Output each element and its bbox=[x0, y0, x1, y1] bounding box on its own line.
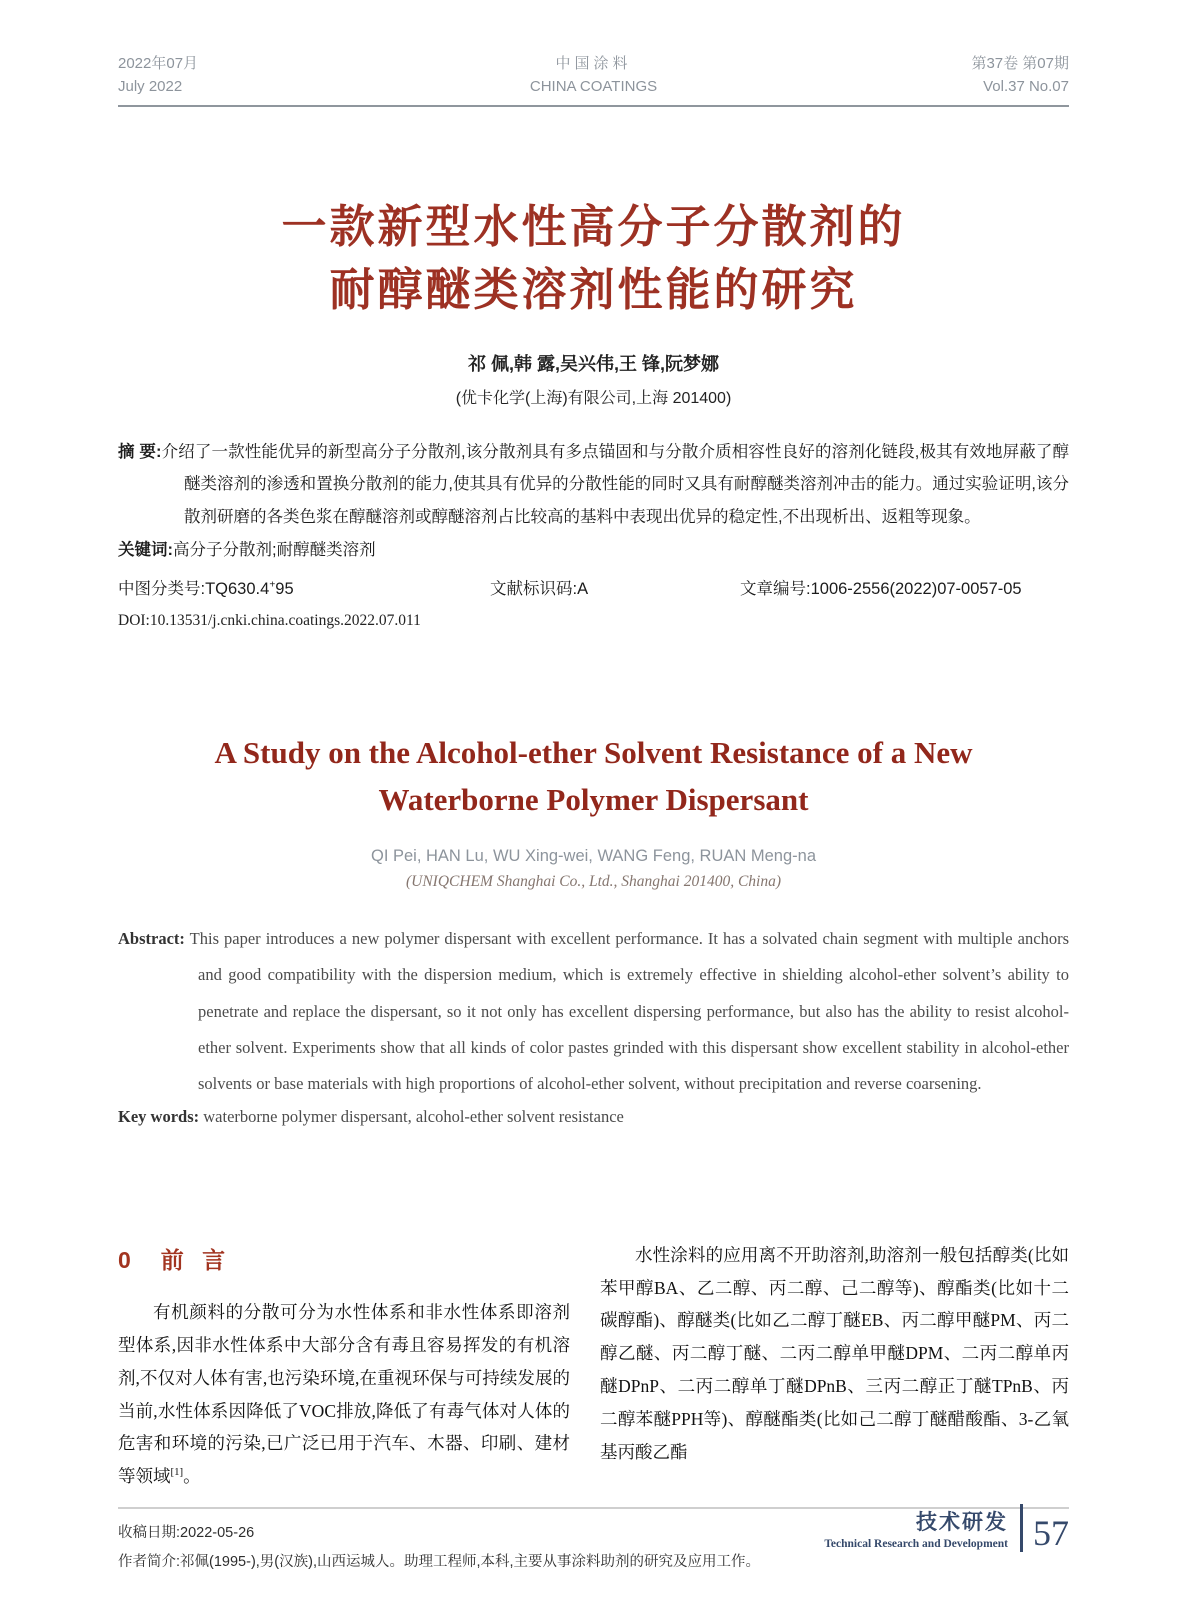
issue-date bbox=[118, 52, 298, 99]
volume-issue-en: Vol.37 No.07 bbox=[983, 78, 1069, 96]
article-title-cn-line2: 耐醇醚类溶剂性能的研究 bbox=[329, 264, 858, 316]
body-column-left bbox=[118, 1239, 570, 1494]
article-title-cn bbox=[118, 195, 1069, 323]
keywords-cn-label: 关键词: bbox=[118, 540, 173, 559]
body-columns bbox=[118, 1239, 1069, 1494]
affiliation-cn: (优卡化学(上海)有限公司,上海 201400) bbox=[455, 390, 732, 408]
received-date: 收稿日期:2022-05-26 bbox=[118, 1525, 255, 1542]
body-paragraph-left-end: 。 bbox=[183, 1466, 201, 1487]
abstract-en-label: Abstract: bbox=[118, 929, 185, 949]
article-title-en bbox=[118, 730, 1069, 823]
abstract-cn bbox=[118, 436, 1069, 533]
article-id-value: 1006-2556(2022)07-0057-05 bbox=[810, 580, 1022, 599]
article-id-label: 文章编号: bbox=[740, 580, 811, 599]
doi: DOI:10.13531/j.cnki.china.coatings.2022.07.011 bbox=[118, 612, 421, 630]
abstract-cn-text: 介绍了一款性能优异的新型高分子分散剂,该分散剂具有多点锚固和与分散介质相容性良好的溶剂化链段,极其有效地屏蔽了醇醚类溶剂的渗透和置换分散剂的能力,使其具有优异的分散性能的同时又具有耐醇醚类溶剂冲击的能力。通过实验证明,该分散剂研磨的各类色浆在醇醚溶剂或醇醚溶剂占比较高的基料中表现出优异的稳定性,不出现析出、返粗等现象。 bbox=[161, 443, 1069, 526]
journal-name-cn: 中国涂料 bbox=[555, 55, 632, 72]
keywords-en bbox=[118, 1107, 1069, 1127]
issue-date-en: July 2022 bbox=[118, 78, 183, 96]
body-paragraph-right: 水性涂料的应用离不开助溶剂,助溶剂一般包括醇类(比如苯甲醇BA、乙二醇、丙二醇、己二醇等)、醇酯类(比如十二碳醇酯)、醇醚类(比如乙二醇丁醚EB、丙二醇甲醚PM、丙二醇乙醚、丙二醇丁醚、二丙二醇单甲醚DPM、二丙二醇单丙醚DPnP、二丙二醇单丁醚DPnB、三丙二醇正丁醚TPnB、丙二醇苯醚PPH等)、醇醚酯类(比如己二醇丁醚醋酸酯、3-乙氧基丙酸乙酯 bbox=[600, 1244, 1069, 1462]
footer-section-en: Technical Research and Development bbox=[824, 1538, 1008, 1550]
section-0-heading bbox=[118, 1239, 570, 1282]
body-column-right bbox=[600, 1239, 1069, 1494]
article-id bbox=[740, 575, 1069, 599]
section-0-title: 前 言 bbox=[160, 1246, 232, 1273]
footer-divider-bar bbox=[1020, 1504, 1023, 1552]
volume-issue-cn: 第37卷 第07期 bbox=[971, 55, 1069, 72]
clc-value-sup: + bbox=[269, 579, 276, 591]
abstract-cn-label: 摘 要: bbox=[118, 443, 162, 462]
clc-number bbox=[118, 575, 490, 599]
body-paragraph-left bbox=[118, 1296, 570, 1493]
footer-section-cn: 技术研发 bbox=[916, 1511, 1008, 1534]
authors-cn: 祁 佩,韩 露,吴兴伟,王 锋,阮梦娜 bbox=[467, 354, 719, 375]
page-number: 57 bbox=[1033, 1513, 1069, 1553]
document-code-value: A bbox=[577, 580, 589, 599]
document-code-label: 文献标识码: bbox=[490, 580, 578, 599]
body-paragraph-left-text: 有机颜料的分散可分为水性体系和非水性体系即溶剂型体系,因非水性体系中大部分含有毒且容易挥发的有机溶剂,不仅对人体有害,也污染环境,在重视环保与可持续发展的当前,水性体系因降低了VOC排放,降低了有毒气体对人体的危害和环境的污染,已广泛已用于汽车、木器、印刷、建材等领域 bbox=[118, 1301, 570, 1487]
article-title-cn-line1: 一款新型水性高分子分散剂的 bbox=[281, 200, 906, 252]
abstract-en bbox=[118, 921, 1069, 1102]
journal-running-head bbox=[118, 0, 1069, 99]
footer-section-labels bbox=[824, 1506, 1008, 1550]
journal-name-en: CHINA COATINGS bbox=[529, 78, 658, 96]
page-footer bbox=[824, 1502, 1069, 1554]
clc-value-rest: 95 bbox=[275, 580, 294, 599]
clc-value-base: TQ630.4 bbox=[205, 580, 270, 599]
keywords-en-label: Key words: bbox=[118, 1106, 200, 1126]
issue-date-cn: 2022年07月 bbox=[118, 55, 199, 72]
clc-label: 中图分类号: bbox=[118, 580, 206, 599]
abstract-en-text: This paper introduces a new polymer dispersant with excellent performance. It has a solvated chain segment with multiple anchors and good compatibility with the dispersion medium, which is extremely effective in shielding alcohol-ether solvent’s ability to penetrate and replace the dispersant, so it not only has excellent dispersing performance, but also has the ability to resist alcohol-ether solvent. Experiments show that all kinds of color pastes grinded with this dispersant show excellent stability in alcohol-ether solvents or base materials with high proportions of alcohol-ether solvent, without precipitation and reverse coarsening. bbox=[189, 929, 1069, 1094]
affiliation-en: (UNIQCHEM Shanghai Co., Ltd., Shanghai 201400, China) bbox=[405, 873, 782, 891]
classification-row bbox=[118, 575, 1069, 599]
author-bio: 作者简介:祁佩(1995-),男(汉族),山西运城人。助理工程师,本科,主要从事涂料助剂的研究及应用工作。 bbox=[118, 1554, 761, 1571]
volume-issue bbox=[889, 52, 1069, 99]
keywords-cn-text: 高分子分散剂;耐醇醚类溶剂 bbox=[173, 540, 376, 559]
article-title-en-line2: Waterborne Polymer Dispersant bbox=[378, 781, 809, 817]
document-code bbox=[490, 575, 740, 599]
keywords-cn bbox=[118, 535, 1069, 566]
article-title-en-line1: A Study on the Alcohol-ether Solvent Resistance of a New bbox=[214, 735, 973, 771]
header-divider bbox=[118, 105, 1069, 107]
journal-name bbox=[504, 52, 684, 99]
section-0-number: 0 bbox=[118, 1246, 131, 1273]
keywords-en-text: waterborne polymer dispersant, alcohol-ether solvent resistance bbox=[203, 1106, 624, 1126]
citation-ref-1: [1] bbox=[170, 1466, 184, 1479]
authors-en: QI Pei, HAN Lu, WU Xing-wei, WANG Feng, RUAN Meng-na bbox=[370, 847, 817, 866]
